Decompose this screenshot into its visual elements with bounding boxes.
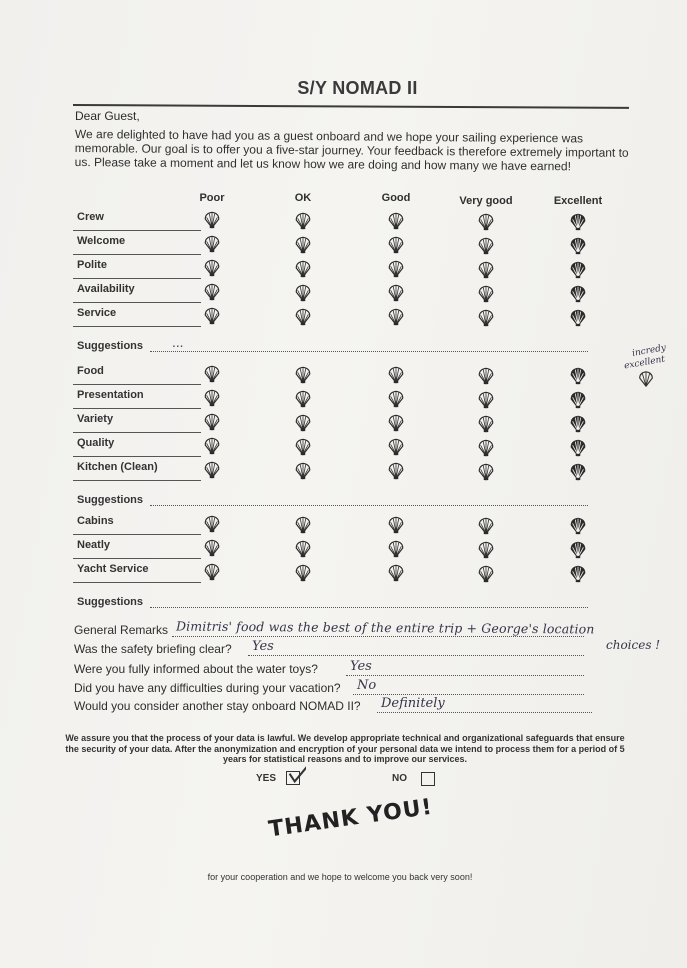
margin-note-line1: incredy <box>631 343 667 359</box>
shell-rating-icon-kitchen-clean-good[interactable] <box>387 462 405 480</box>
shell-rating-icon-food-good[interactable] <box>387 366 405 384</box>
shell-rating-icon-crew-ok[interactable] <box>294 212 312 230</box>
rating-underline <box>73 534 201 535</box>
shell-rating-icon-welcome-good[interactable] <box>387 236 405 254</box>
question-label-4: Did you have any difficulties during your vacation? <box>74 681 341 695</box>
shell-rating-icon-quality-poor[interactable] <box>203 437 221 455</box>
shell-rating-icon-polite-ok[interactable] <box>294 260 312 278</box>
shell-rating-icon-presentation-excellent[interactable] <box>569 391 587 409</box>
suggestions-field[interactable] <box>150 351 588 352</box>
shell-rating-icon-welcome-excellent[interactable] <box>569 237 587 255</box>
shell-rating-icon-food-ok[interactable] <box>294 366 312 384</box>
shell-rating-icon-service-ok[interactable] <box>294 308 312 326</box>
rating-underline <box>73 456 201 457</box>
suggestions-label: Suggestions <box>77 596 144 608</box>
rating-underline <box>73 254 201 255</box>
shell-rating-icon-polite-poor[interactable] <box>203 259 221 277</box>
shell-rating-icon-crew-poor[interactable] <box>203 211 221 229</box>
shell-rating-icon-neatly-very-good[interactable] <box>477 541 495 559</box>
shell-rating-icon-variety-very-good[interactable] <box>477 415 495 433</box>
intro-paragraph: We are delighted to have had you as a guest onboard and we hope your sailing experience was memorable. Our goal is to offer you a five-star journey. Your feedback is therefore extremely important to us. Please take a moment and let us know how we are doing and how many we have earned! <box>74 127 629 174</box>
column-header-ok: OK <box>294 192 312 204</box>
shell-rating-icon-cabins-excellent[interactable] <box>569 517 587 535</box>
shell-rating-icon-yacht-service-poor[interactable] <box>203 563 221 581</box>
consent-yes-label: YES <box>256 773 277 784</box>
shell-rating-icon-quality-excellent[interactable] <box>569 439 587 457</box>
shell-rating-icon-variety-poor[interactable] <box>203 413 221 431</box>
rating-underline <box>73 558 201 559</box>
rating-underline <box>73 326 201 327</box>
shell-rating-icon-polite-good[interactable] <box>387 260 405 278</box>
shell-rating-icon-availability-excellent[interactable] <box>569 285 587 303</box>
shell-rating-icon-welcome-poor[interactable] <box>203 235 221 253</box>
rating-underline <box>73 432 201 433</box>
consent-yes-checkbox[interactable] <box>286 771 300 785</box>
rating-label-welcome: Welcome <box>77 235 126 247</box>
answer-field-3[interactable] <box>346 675 584 676</box>
rating-label-variety: Variety <box>77 413 114 425</box>
answer-handwritten-1: Dimitris' food was the best of the entire trip + George's location <box>175 618 595 637</box>
shell-rating-icon-service-poor[interactable] <box>203 307 221 325</box>
shell-rating-icon-crew-excellent[interactable] <box>569 213 587 231</box>
shell-rating-icon-welcome-very-good[interactable] <box>477 237 495 255</box>
shell-rating-icon-service-good[interactable] <box>387 308 405 326</box>
column-header-poor: Poor <box>199 192 225 204</box>
shell-rating-icon-neatly-excellent[interactable] <box>569 541 587 559</box>
consent-no-checkbox[interactable] <box>421 772 435 786</box>
shell-rating-icon-crew-very-good[interactable] <box>477 213 495 231</box>
answer-handwritten-5: Definitely <box>381 696 445 711</box>
rating-label-yacht-service: Yacht Service <box>77 563 149 575</box>
shell-rating-icon-neatly-good[interactable] <box>387 540 405 558</box>
rating-underline <box>73 582 201 583</box>
suggestions-label: Suggestions <box>77 340 144 352</box>
column-header-excellent: Excellent <box>553 195 603 207</box>
answer-field-4[interactable] <box>353 694 584 695</box>
shell-rating-icon-welcome-ok[interactable] <box>294 236 312 254</box>
shell-rating-icon-polite-very-good[interactable] <box>477 261 495 279</box>
rating-label-quality: Quality <box>77 437 115 449</box>
answer-handwritten-2: Yes <box>252 639 274 654</box>
shell-rating-icon-neatly-ok[interactable] <box>294 540 312 558</box>
rating-label-neatly: Neatly <box>77 539 111 551</box>
rating-label-polite: Polite <box>77 259 107 271</box>
remarks-continued: choices ! <box>606 638 661 652</box>
shell-rating-icon-variety-ok[interactable] <box>294 414 312 432</box>
form-title: S/Y NOMAD II <box>297 78 418 98</box>
rating-underline <box>73 480 201 481</box>
suggestions-field[interactable] <box>150 607 588 608</box>
rating-label-crew: Crew <box>77 211 104 223</box>
shell-rating-icon-quality-good[interactable] <box>387 438 405 456</box>
shell-rating-icon-cabins-very-good[interactable] <box>477 517 495 535</box>
rating-label-service: Service <box>77 307 117 319</box>
footer-text: for your cooperation and we hope to welcome you back very soon! <box>207 872 473 882</box>
shell-rating-icon-variety-good[interactable] <box>387 414 405 432</box>
shell-rating-icon-cabins-ok[interactable] <box>294 516 312 534</box>
privacy-notice: We assure you that the process of your data is lawful. We develop appropriate technical and organizational safeguards that ensure the security of your data. After the anonymization and encryption of your personal data we intend to process them for a period of 5 years for statistical reasons and to improve our services. <box>65 733 625 764</box>
shell-rating-icon-polite-excellent[interactable] <box>569 261 587 279</box>
shell-rating-icon-presentation-poor[interactable] <box>203 389 221 407</box>
rating-underline <box>73 230 201 231</box>
rating-label-kitchen-clean: Kitchen (Clean) <box>77 461 158 473</box>
shell-rating-icon-neatly-poor[interactable] <box>203 539 221 557</box>
suggestions-field[interactable] <box>150 505 588 506</box>
shell-rating-icon-quality-ok[interactable] <box>294 438 312 456</box>
title-divider <box>73 104 629 109</box>
answer-field-2[interactable] <box>248 655 584 656</box>
shell-rating-icon-variety-excellent[interactable] <box>569 415 587 433</box>
rating-label-availability: Availability <box>77 283 135 295</box>
shell-rating-icon-crew-good[interactable] <box>387 212 405 230</box>
shell-rating-icon-food-poor[interactable] <box>203 365 221 383</box>
shell-rating-icon-yacht-service-excellent[interactable] <box>569 565 587 583</box>
suggestions-label: Suggestions <box>77 494 144 506</box>
margin-shell-icon <box>637 370 655 388</box>
answer-field-5[interactable] <box>377 712 592 713</box>
consent-no-label: NO <box>392 773 407 784</box>
shell-rating-icon-presentation-very-good[interactable] <box>477 391 495 409</box>
margin-note-line2: excellent <box>623 354 666 372</box>
shell-rating-icon-cabins-poor[interactable] <box>203 515 221 533</box>
shell-rating-icon-yacht-service-ok[interactable] <box>294 564 312 582</box>
shell-rating-icon-quality-very-good[interactable] <box>477 439 495 457</box>
question-label-2: Was the safety briefing clear? <box>74 642 232 656</box>
shell-rating-icon-kitchen-clean-excellent[interactable] <box>569 463 587 481</box>
question-label-5: Would you consider another stay onboard NOMAD II? <box>74 699 361 713</box>
shell-rating-icon-availability-very-good[interactable] <box>477 285 495 303</box>
column-header-very-good: Very good <box>459 195 513 207</box>
rating-underline <box>73 278 201 279</box>
answer-field-1[interactable] <box>172 636 584 637</box>
shell-rating-icon-presentation-ok[interactable] <box>294 390 312 408</box>
shell-rating-icon-food-excellent[interactable] <box>569 367 587 385</box>
thank-you-handwritten: THANK YOU! <box>267 794 435 843</box>
question-label-1: General Remarks <box>74 623 169 637</box>
shell-rating-icon-service-excellent[interactable] <box>569 309 587 327</box>
shell-rating-icon-yacht-service-very-good[interactable] <box>477 565 495 583</box>
column-header-good: Good <box>381 192 411 204</box>
rating-label-presentation: Presentation <box>77 389 144 401</box>
shell-rating-icon-presentation-good[interactable] <box>387 390 405 408</box>
shell-rating-icon-availability-poor[interactable] <box>203 283 221 301</box>
rating-underline <box>73 408 201 409</box>
suggestion-entry: ... <box>172 336 184 350</box>
rating-underline <box>73 384 201 385</box>
greeting: Dear Guest, <box>75 109 140 123</box>
shell-rating-icon-kitchen-clean-very-good[interactable] <box>477 463 495 481</box>
answer-handwritten-3: Yes <box>350 659 372 674</box>
shell-rating-icon-service-very-good[interactable] <box>477 309 495 327</box>
shell-rating-icon-availability-ok[interactable] <box>294 284 312 302</box>
shell-rating-icon-yacht-service-good[interactable] <box>387 564 405 582</box>
shell-rating-icon-availability-good[interactable] <box>387 284 405 302</box>
rating-underline <box>73 302 201 303</box>
shell-rating-icon-food-very-good[interactable] <box>477 367 495 385</box>
shell-rating-icon-cabins-good[interactable] <box>387 516 405 534</box>
shell-rating-icon-kitchen-clean-poor[interactable] <box>203 461 221 479</box>
question-label-3: Were you fully informed about the water toys? <box>74 662 318 676</box>
rating-label-food: Food <box>77 365 104 377</box>
rating-label-cabins: Cabins <box>77 515 114 527</box>
answer-handwritten-4: No <box>357 678 377 693</box>
shell-rating-icon-kitchen-clean-ok[interactable] <box>294 462 312 480</box>
